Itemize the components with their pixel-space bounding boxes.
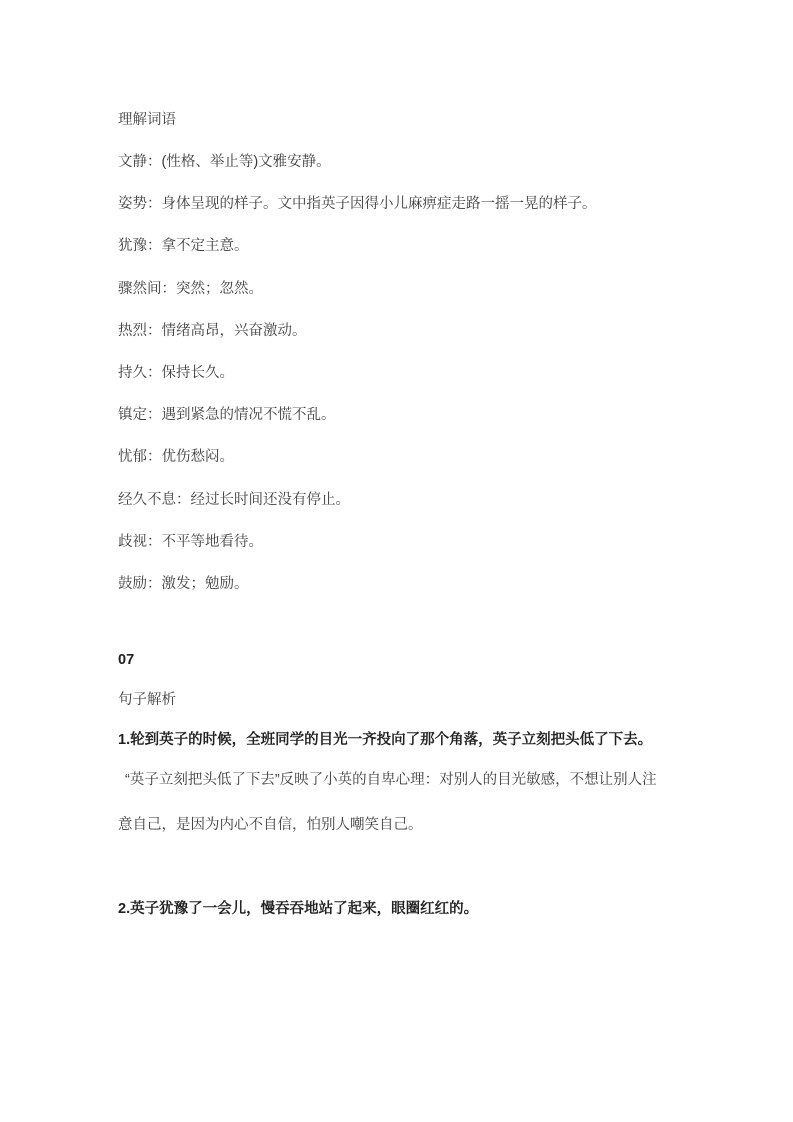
analysis-sentence-2: 2.英子犹豫了一会儿，慢吞吞地站了起来，眼圈红红的。 <box>118 901 479 917</box>
vocab-entry <box>118 238 249 255</box>
vocab-definition: 身体呈现的样子。文中指英子因得小儿麻痹症走路一摇一晃的样子。 <box>161 196 597 212</box>
vocab-entry <box>118 534 263 551</box>
vocab-term: 犹豫 <box>118 238 147 254</box>
vocab-definition: (性格、举止等)文雅安静。 <box>161 154 331 170</box>
vocab-entry <box>118 576 249 593</box>
vocab-separator: ： <box>147 238 162 254</box>
vocab-separator: ： <box>147 196 162 212</box>
vocab-definition: 经过长时间还没有停止。 <box>190 492 350 508</box>
analysis-sentence-1: 1.轮到英子的时候，全班同学的目光一齐投向了那个角落，英子立刻把头低了下去。 <box>118 732 653 748</box>
vocab-entry <box>118 154 331 171</box>
vocab-term: 姿势 <box>118 196 147 212</box>
vocab-separator: ： <box>176 492 191 508</box>
vocab-entry <box>118 196 597 213</box>
vocab-entry <box>118 407 336 424</box>
vocab-term: 文静 <box>118 154 147 170</box>
analysis-explanation-line-1: “英子立刻把头低了下去”反映了小英的自卑心理：对别人的目光敏感，不想让别人注 <box>125 772 657 788</box>
vocab-separator: ： <box>147 154 162 170</box>
vocab-definition: 遇到紧急的情况不慌不乱。 <box>161 407 336 423</box>
vocab-term: 忧郁 <box>118 449 147 465</box>
vocab-term: 热烈 <box>118 323 147 339</box>
vocab-term: 持久 <box>118 365 147 381</box>
vocab-separator: ： <box>147 534 162 550</box>
vocab-separator: ： <box>161 281 176 297</box>
vocab-term: 鼓励 <box>118 576 147 592</box>
vocab-entry <box>118 449 234 466</box>
analysis-explanation-line-2: 意自己，是因为内心不自信，怕别人嘲笑自己。 <box>118 817 423 833</box>
vocab-term: 歧视 <box>118 534 147 550</box>
section-title: 句子解析 <box>118 692 176 708</box>
vocab-separator: ： <box>147 365 162 381</box>
vocab-heading: 理解词语 <box>118 112 176 128</box>
vocab-definition: 不平等地看待。 <box>161 534 263 550</box>
vocab-definition: 拿不定主意。 <box>161 238 249 254</box>
vocab-separator: ： <box>147 407 162 423</box>
vocab-entry <box>118 365 234 382</box>
vocab-separator: ： <box>147 576 162 592</box>
vocab-definition: 保持长久。 <box>161 365 234 381</box>
vocab-term: 经久不息 <box>118 492 176 508</box>
vocab-term: 骤然间 <box>118 281 162 297</box>
vocab-definition: 激发；勉励。 <box>161 576 249 592</box>
section-number: 07 <box>118 652 135 668</box>
vocab-entry <box>118 323 307 340</box>
vocab-definition: 突然；忽然。 <box>176 281 263 297</box>
vocab-entry <box>118 492 350 509</box>
vocab-separator: ： <box>147 449 162 465</box>
vocab-term: 镇定 <box>118 407 147 423</box>
vocab-entry <box>118 281 263 298</box>
vocab-definition: 优伤愁闷。 <box>161 449 234 465</box>
vocab-definition: 情绪高昂，兴奋激动。 <box>161 323 307 339</box>
vocab-separator: ： <box>147 323 162 339</box>
